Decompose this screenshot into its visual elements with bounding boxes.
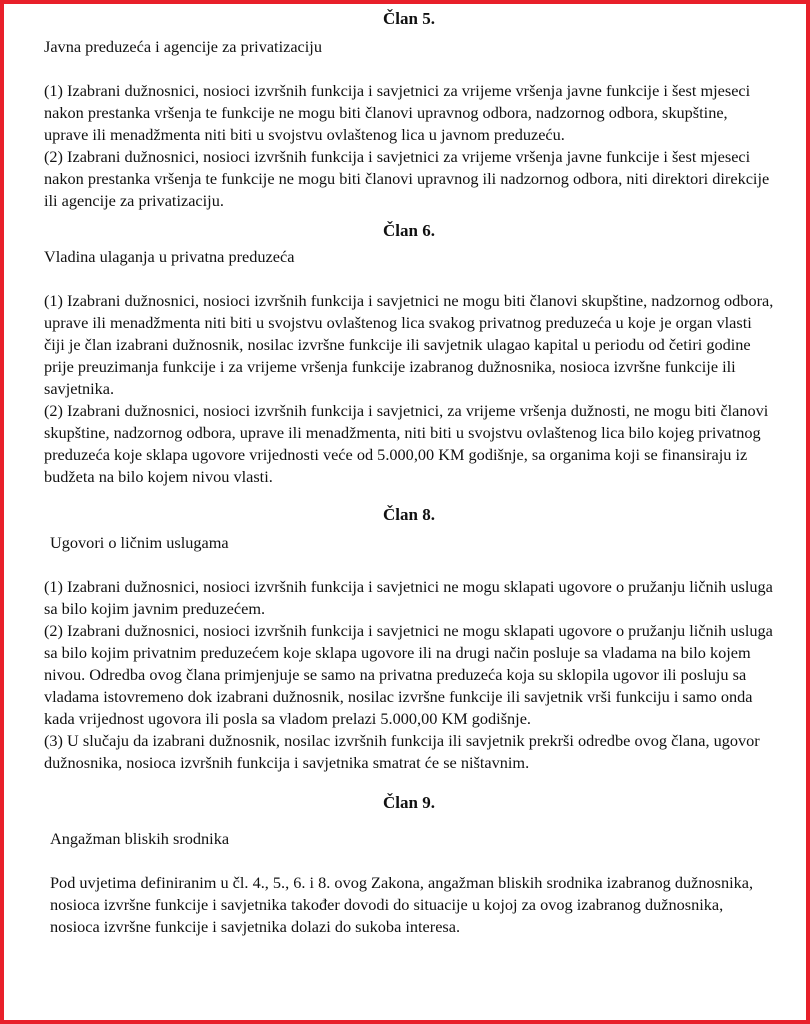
section-clan-5: [44, 8, 774, 212]
document-body: [44, 8, 774, 938]
paragraph: (1) Izabrani dužnosnici, nosioci izvršnih funkcija i savjetnici ne mogu biti članovi skupštine, nadzornog odbora, uprave ili menadžmenta niti biti u svojstvu ovlaštenog lica svakog privatnog preduzeća u koje je organ vlasti čiji je član izabrani dužnosnik, nosilac izvršne funkcije ili savjetnik ulagao kapital u periodu od četiri godine prije preuzimanja funkcije i za vrijeme vršenja funkcije izabranog dužnosnika, nosioca izvršne funkcije ili savjetnika.: [44, 291, 774, 398]
section-subtitle: Javna preduzeća i agencije za privatizaciju: [44, 37, 322, 56]
paragraph: (1) Izabrani dužnosnici, nosioci izvršnih funkcija i savjetnici za vrijeme vršenja javne funkcije i šest mjeseci nakon prestanka vršenja te funkcije ne mogu biti članovi upravnog odbora, nadzornog odbora, skupštine, uprave ili menadžmenta niti biti u svojstvu ovlaštenog lica u javnom preduzeću.: [44, 81, 751, 144]
section-subtitle: Vladina ulaganja u privatna preduzeća: [44, 247, 295, 266]
paragraph: (2) Izabrani dužnosnici, nosioci izvršnih funkcija i savjetnici ne mogu sklapati ugovore o pružanju ličnih usluga sa bilo kojim privatnim preduzećem koje sklapa ugovore ili na drugi način posluje sa vladama na bilo kojem nivou. Odredba ovog člana primjenjuje se samo na privatna preduzeća koja su sklopila ugovor ili posluju sa vladama istovremeno dok izabrani dužnosnik, nosilac izvršne funkcije ili savjetnik vrši funkciju i samo onda kada vrijednost ugovora ili posla sa vladom prelazi 5.000,00 KM godišnje.: [44, 621, 773, 728]
section-subtitle: Angažman bliskih srodnika: [50, 829, 230, 848]
paragraph: (2) Izabrani dužnosnici, nosioci izvršnih funkcija i savjetnici za vrijeme vršenja javne funkcije i šest mjeseci nakon prestanka vršenja te funkcije ne mogu biti članovi upravnog ili nadzornog odbora, niti direktori direkcije ili agencije za privatizaciju.: [44, 147, 770, 210]
paragraph: (1) Izabrani dužnosnici, nosioci izvršnih funkcija i savjetnici ne mogu sklapati ugovore o pružanju ličnih usluga sa bilo kojim javnim preduzećem.: [44, 577, 773, 618]
section-clan-6: [44, 220, 774, 488]
section-heading: Član 9.: [383, 793, 435, 812]
paragraph: Pod uvjetima definiranim u čl. 4., 5., 6. i 8. ovog Zakona, angažman bliskih srodnika izabranog dužnosnika, nosioca izvršne funkcije i savjetnika također dovodi do situacije u kojoj za ovog izabranog dužnosnika, nosioca izvršne funkcije i savjetnika dolazi do sukoba interesa.: [50, 873, 754, 936]
paragraph: (2) Izabrani dužnosnici, nosioci izvršnih funkcija i savjetnici, za vrijeme vršenja dužnosti, ne mogu biti članovi skupštine, nadzornog odbora, uprave ili menadžmenta, niti biti u svojstvu ovlaštenog lica bilo kojeg privatnog preduzeća koje sklapa ugovore vrijednosti veće od 5.000,00 KM godišnje, sa organima koji se finansiraju iz budžeta na bilo kojem nivou vlasti.: [44, 401, 769, 486]
section-heading: Član 8.: [383, 505, 435, 524]
paragraph: (3) U slučaju da izabrani dužnosnik, nosilac izvršnih funkcija ili savjetnik prekrši odredbe ovog člana, ugovor dužnosnika, nosioca izvršnih funkcija i savjetnika smatrat će se ništavnim.: [44, 731, 760, 772]
section-subtitle: Ugovori o ličnim uslugama: [50, 533, 229, 552]
section-heading: Član 5.: [383, 9, 435, 28]
section-clan-8: [44, 504, 774, 774]
section-clan-9: [44, 792, 774, 938]
section-heading: Član 6.: [383, 221, 435, 240]
